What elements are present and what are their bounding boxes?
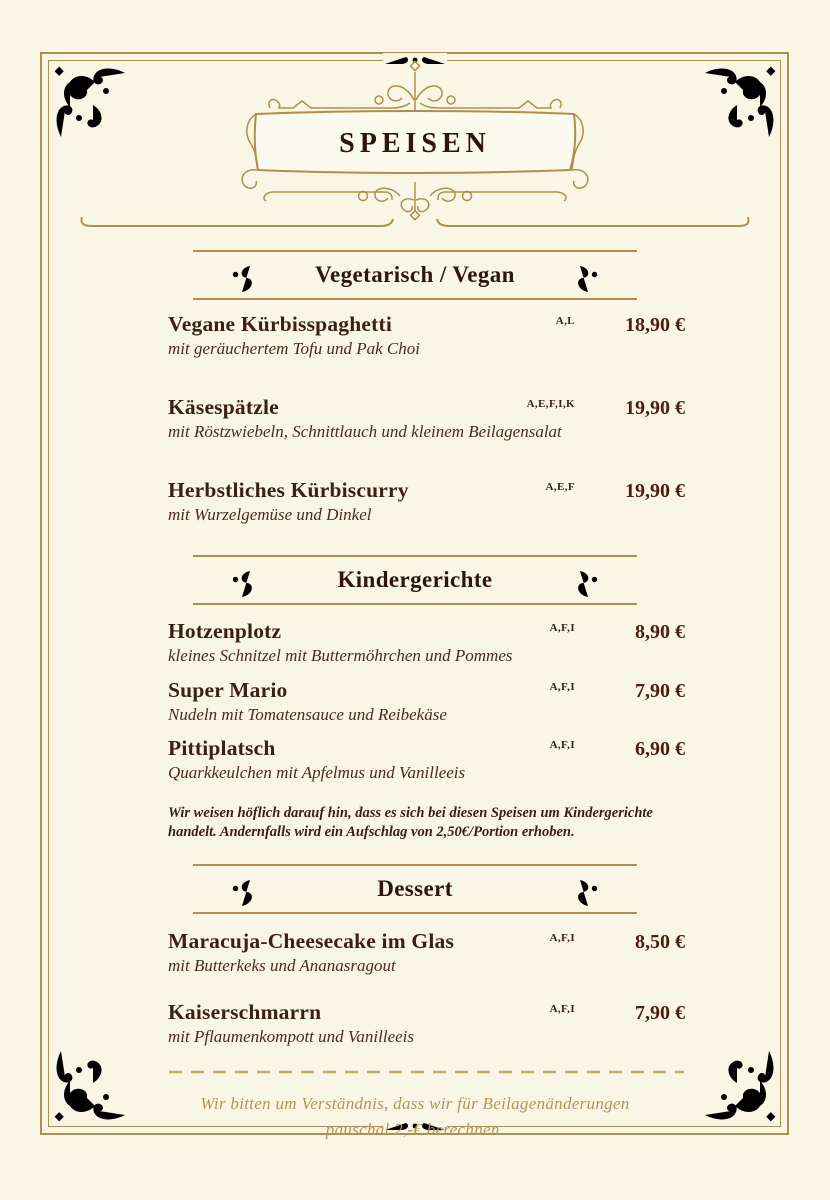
menu-section-vegetarisch-vegan (168, 250, 685, 524)
item-name: Herbstliches Kürbiscurry (168, 478, 409, 502)
item-allergens: A,E,F (545, 481, 575, 493)
section-header (193, 555, 637, 605)
menu-item (168, 395, 685, 441)
menu-section-dessert (168, 864, 685, 1046)
section-flourish-left-icon (231, 878, 255, 908)
menu-item (168, 736, 685, 782)
item-price: 8,50 € (635, 931, 685, 953)
page-title: SPEISEN (339, 128, 491, 159)
kids-menu-note: Wir weisen höflich darauf hin, dass es sich bei diesen Speisen um Kindergerichte handelt. Andernfalls wird ein Aufschlag von 2,50€/Portion erhoben. (168, 805, 653, 840)
item-description: kleines Schnitzel mit Buttermöhrchen und Pommes (168, 646, 513, 665)
item-price: 8,90 € (635, 621, 685, 643)
item-description: Nudeln mit Tomatensauce und Reibekäse (168, 705, 447, 724)
section-title: Dessert (377, 876, 453, 901)
item-allergens: A,E,F,I,K (526, 398, 575, 410)
item-description: mit Röstzwiebeln, Schnittlauch und kleinem Beilagensalat (168, 422, 562, 441)
item-name: Pittiplatsch (168, 736, 276, 760)
item-allergens: A,F,I (549, 681, 575, 693)
menu-item (168, 929, 685, 975)
item-allergens: A,F,I (549, 622, 575, 634)
section-flourish-right-icon (575, 878, 599, 908)
item-name: Hotzenplotz (168, 619, 282, 643)
section-title: Vegetarisch / Vegan (315, 262, 515, 287)
item-description: mit Wurzelgemüse und Dinkel (168, 505, 372, 524)
menu-item (168, 678, 685, 724)
section-title: Kindergerichte (337, 567, 493, 592)
item-name: Vegane Kürbisspaghetti (168, 312, 393, 336)
section-flourish-right-icon (575, 264, 599, 294)
section-flourish-right-icon (575, 569, 599, 599)
item-price: 6,90 € (635, 738, 685, 760)
item-allergens: A,F,I (549, 1003, 575, 1015)
item-name: Kaiserschmarrn (168, 1000, 322, 1024)
menu-item (168, 478, 685, 524)
menu-item (168, 312, 685, 358)
menu-item (168, 619, 685, 665)
item-allergens: A,F,I (549, 739, 575, 751)
menu-content (168, 250, 685, 1143)
section-flourish-left-icon (231, 264, 255, 294)
dashed-divider (168, 1070, 685, 1074)
item-allergens: A,L (555, 315, 575, 327)
item-price: 19,90 € (625, 397, 685, 419)
item-allergens: A,F,I (549, 932, 575, 944)
item-name: Super Mario (168, 678, 288, 702)
section-header (193, 864, 637, 914)
item-price: 7,90 € (635, 680, 685, 702)
item-price: 19,90 € (625, 480, 685, 502)
item-description: mit Butterkeks und Ananasragout (168, 956, 396, 975)
item-name: Käsespätzle (168, 395, 279, 419)
section-flourish-left-icon (231, 569, 255, 599)
footer-line-1: Wir bitten um Verständnis, dass wir für Beilagenänderungen (200, 1094, 630, 1113)
footer-line-2: pauschal 2,-€ berechnen. (325, 1120, 505, 1139)
item-description: mit geräuchertem Tofu und Pak Choi (168, 339, 420, 358)
item-price: 7,90 € (635, 1002, 685, 1024)
menu-section-kindergerichte (168, 555, 685, 842)
footer-note (0, 1091, 830, 1143)
item-price: 18,90 € (625, 314, 685, 336)
item-description: mit Pflaumenkompott und Vanilleeis (168, 1027, 414, 1046)
section-header (193, 250, 637, 300)
menu-item (168, 1000, 685, 1046)
item-name: Maracuja-Cheesecake im Glas (168, 929, 455, 953)
item-description: Quarkkeulchen mit Apfelmus und Vanilleeis (168, 763, 466, 782)
